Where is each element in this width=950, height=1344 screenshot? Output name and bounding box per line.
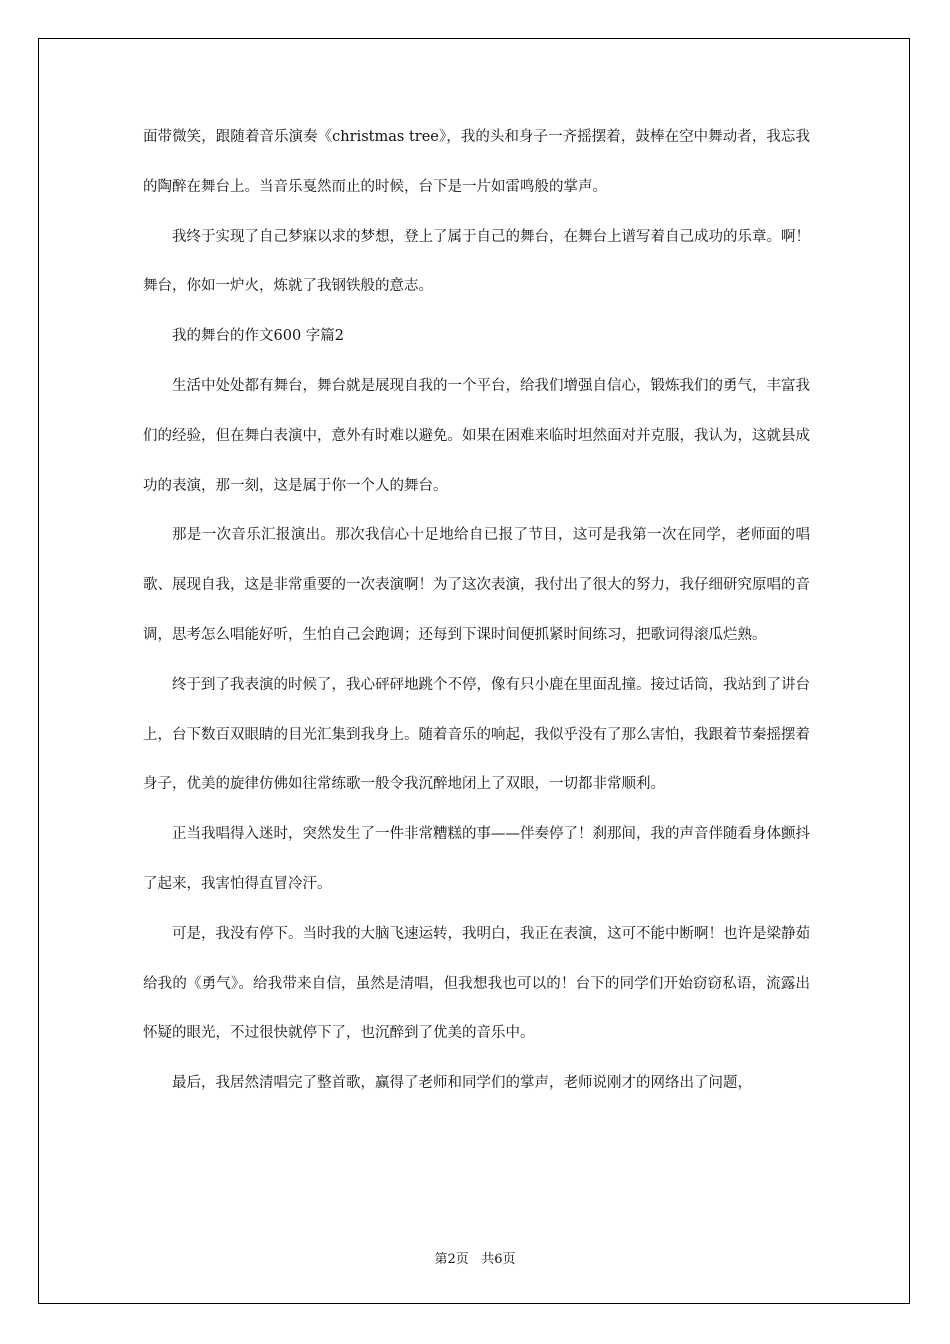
page-footer [0, 1250, 950, 1270]
paragraph-8: 最后，我居然清唱完了整首歌，赢得了老师和同学们的掌声，老师说刚才的网络出了问题， [172, 1075, 752, 1092]
paragraph-6: 正当我唱得入迷时，突然发生了一件非常糟糕的事——伴奏停了！刹那间，我的声音伴随看身体颤抖了起来，我害怕得直冒冷汗。 [143, 826, 810, 892]
section-heading: 我的舞台的作文600 字篇2 [172, 328, 345, 345]
paragraph-1: 面带微笑，跟随着音乐演奏《christmas tree》，我的头和身子一齐摇摆着，鼓棒在空中舞动者，我忘我的陶醉在舞台上。当音乐戛然而止的时候，台下是一片如雷鸣般的掌声。 [143, 129, 810, 195]
paragraph-3: 生活中处处都有舞台，舞台就是展现自我的一个平台，给我们增强自信心，锻炼我们的勇气，丰富我们的经验，但在舞白表演中，意外有时难以避免。如果在困难来临时坦然面对并克服，我认为，这就县成功的表演，那一刻，这是属于你一个人的舞台。 [143, 377, 810, 494]
paragraph-2: 我终于实现了自己梦寐以求的梦想，登上了属于自己的舞台，在舞台上谱写着自己成功的乐章。啊！舞台，你如一炉火，炼就了我钢铁般的意志。 [143, 228, 810, 295]
paragraph-7: 可是，我没有停下。当时我的大脑飞速运转，我明白，我正在表演，这可不能中断啊！也许是梁静茹给我的《勇气》。给我带来自信，虽然是清唱，但我想我也可以的！台下的同学们开始窃窃私语，流露出怀疑的眼光，不过很快就停下了，也沉醉到了优美的音乐中。 [143, 925, 810, 1042]
document-body [143, 113, 810, 1109]
paragraph-5: 终于到了我表演的时候了，我心砰砰地跳个不停，像有只小鹿在里面乱撞。接过话筒，我站到了讲台上，台下数百双眼睛的目光汇集到我身上。随着音乐的响起，我似乎没有了那么害怕，我跟着节秦摇摆着身子，优美的旋律仿佛如往常练歌一般令我沉醉地闭上了双眼，一切都非常顺利。 [143, 676, 810, 793]
page-number: 第2页 [434, 1252, 469, 1267]
paragraph-4: 那是一次音乐汇报演出。那次我信心十足地给自已报了节目，这可是我第一次在同学，老师面的唱歌、展现自我，这是非常重要的一次表演啊！为了这次表演，我付出了很大的努力，我仔细研究原唱的音调，思考怎么唱能好听，生怕自己会跑调；还每到下课时间便抓紧时间练习，把歌词得滚瓜烂熟。 [143, 527, 810, 643]
page-total: 共6页 [481, 1252, 516, 1267]
